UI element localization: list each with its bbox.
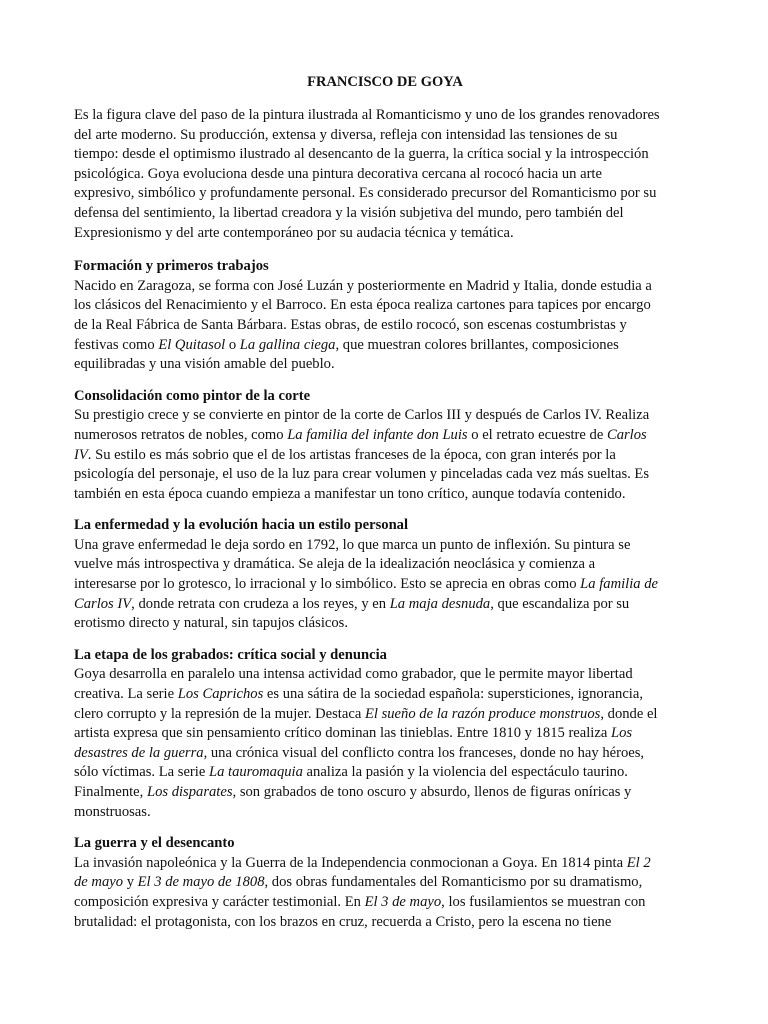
text-line (74, 665, 696, 685)
text-run: Finalmente, (74, 784, 147, 800)
text-run: Una grave enfermedad le deja sordo en 1792, lo que marca un punto de inflexión. Su pintura se (74, 536, 631, 553)
italic-title-text: Carlos IV (74, 595, 132, 612)
text-line (74, 705, 696, 725)
section (74, 834, 696, 932)
text-run: , una crónica visual del conflicto contra los franceses, donde no hay héroes, (203, 744, 645, 761)
text-line (74, 336, 696, 356)
section-heading: La guerra y el desencanto (74, 835, 235, 852)
section-heading: Consolidación como pintor de la corte (74, 387, 311, 404)
text-run: , que escandaliza por su (490, 595, 630, 612)
text-line (74, 316, 696, 336)
italic-title-text: El 3 de mayo (364, 893, 442, 910)
text-line (74, 165, 696, 185)
text-run: , dos obras fundamentales del Romanticismo por su dramatismo, (264, 874, 643, 891)
italic-title-text: La familia de (580, 576, 659, 593)
text-line (74, 893, 696, 913)
text-line (74, 145, 696, 165)
italic-title-text: IV (74, 446, 88, 463)
italic-title-text: Los (610, 725, 633, 742)
text-run: artista expresa que sin pensamiento crítico dominan las tinieblas. Entre 1810 y 1815 realiza (74, 725, 611, 742)
text-run: . Su estilo es más sobrio que el de los artistas franceses de la época, con gran interés por la (87, 446, 616, 463)
text-line (74, 277, 696, 297)
sections-container (74, 257, 696, 932)
text-run: Es la figura clave del paso de la pintura ilustrada al Romanticismo y uno de los grandes renovadores (74, 107, 660, 123)
text-line (74, 184, 696, 204)
text-line (74, 296, 696, 316)
text-line (74, 595, 696, 615)
text-run: , los fusilamientos se muestran con (441, 893, 646, 910)
text-line (74, 763, 696, 783)
text-line (74, 575, 696, 595)
italic-title-text: La familia del infante don Luis (287, 426, 468, 443)
text-run: o el retrato ecuestre de (467, 426, 607, 443)
text-line (74, 744, 696, 764)
section-heading: La etapa de los grabados: crítica social y denuncia (74, 646, 387, 663)
text-run: los clásicos del Renacimiento y el Barroco. En esta época realiza cartones para tapices por encargo (74, 297, 651, 314)
section-heading: Formación y primeros trabajos (74, 258, 269, 275)
intro-paragraph (74, 106, 696, 243)
section (74, 646, 696, 822)
text-line (74, 783, 696, 803)
text-run: monstruosas. (74, 803, 151, 820)
text-line (74, 913, 696, 933)
italic-title-text: La tauromaquia (208, 764, 303, 781)
text-run: es una sátira de la sociedad española: supersticiones, ignorancia, (263, 686, 643, 703)
text-line (74, 724, 696, 744)
text-line (74, 224, 696, 244)
text-line (74, 536, 696, 556)
text-line (74, 426, 696, 446)
text-line (74, 446, 696, 466)
text-run: , donde el (600, 705, 658, 722)
text-run: composición expresiva y carácter testimonial. En (74, 893, 365, 910)
text-run: psicología del personaje, el uso de la luz para crear volumen y pinceladas cada vez más sueltas. Es (74, 466, 650, 483)
italic-title-text: Los disparates (146, 784, 233, 800)
text-line (74, 106, 696, 126)
italic-title-text: El sueño de la razón produce monstruos (364, 705, 601, 722)
text-run: analiza la pasión y la violencia del espectáculo taurino. (302, 764, 628, 781)
text-run: vuelve más introspectiva y dramática. Se aleja de la idealización neoclásica y comienza a (74, 556, 596, 573)
text-run: del arte moderno. Su producción, extensa y diversa, refleja con intensidad las tensiones de su (74, 126, 618, 143)
text-line (74, 485, 696, 505)
section (74, 387, 696, 505)
text-run: equilibradas y una visión amable del pueblo. (74, 356, 335, 373)
text-run: defensa del sentimiento, la libertad creadora y la visión subjetiva del mundo, pero también del (74, 204, 624, 221)
text-run: psicológica. Goya evoluciona desde una pintura decorativa cercana al rococó hacia un arte (74, 165, 602, 182)
text-run: de la Real Fábrica de Santa Bárbara. Estas obras, de estilo rococó, son escenas costumbristas y (74, 316, 627, 333)
italic-title-text: de mayo (74, 874, 124, 891)
text-run: Goya desarrolla en paralelo una intensa actividad como grabador, que le permite mayor libertad (74, 666, 633, 683)
text-run: expresivo, simbólico y profundamente personal. Es considerado precursor del Romanticismo por su (74, 185, 657, 202)
text-line (74, 204, 696, 224)
section-heading: La enfermedad y la evolución hacia un estilo personal (74, 517, 409, 534)
text-run: , son grabados de tono oscuro y absurdo, llenos de figuras oníricas y (232, 784, 632, 800)
text-run: numerosos retratos de nobles, como (74, 426, 288, 443)
text-run: , que muestran colores brillantes, composiciones (335, 336, 619, 353)
italic-title-text: Carlos (606, 426, 647, 443)
italic-title-text: La maja desnuda (389, 595, 491, 612)
text-line (74, 465, 696, 485)
italic-title-text: La gallina ciega (239, 336, 336, 353)
text-run: brutalidad: el protagonista, con los brazos en cruz, recuerda a Cristo, pero la escena no tiene (74, 913, 612, 930)
text-line (74, 854, 696, 874)
text-run: y (123, 874, 138, 891)
text-run: creativa. La serie (74, 686, 178, 703)
text-run: tiempo: desde el optimismo ilustrado al desencanto de la guerra, la crítica social y la introspección (74, 146, 649, 163)
text-run: sólo víctimas. La serie (74, 764, 209, 781)
text-line (74, 873, 696, 893)
text-run: también en esta época cuando empieza a manifestar un tono crítico, aunque todavía contenido. (74, 485, 626, 502)
section (74, 257, 696, 375)
document-title: FRANCISCO DE GOYA (307, 74, 463, 90)
italic-title-text: El 2 (626, 854, 651, 871)
italic-title-text: El 3 de mayo de 1808 (137, 874, 265, 891)
text-run: clero corrupto y la represión de la mujer. Destaca (74, 705, 365, 722)
text-line (74, 803, 696, 823)
text-run: Expresionismo y del arte contemporáneo por su audacia técnica y temática. (74, 224, 514, 241)
text-line (74, 126, 696, 146)
text-run: interesarse por lo grotesco, lo irracional y lo simbólico. Esto se aprecia en obras como (74, 576, 581, 593)
text-run: Nacido en Zaragoza, se forma con José Luzán y posteriormente en Madrid y Italia, donde estudia a (74, 277, 652, 294)
text-line (74, 685, 696, 705)
italic-title-text: El Quitasol (158, 336, 226, 353)
text-run: La invasión napoleónica y la Guerra de la Independencia conmocionan a Goya. En 1814 pinta (74, 854, 627, 871)
text-run: Su prestigio crece y se convierte en pintor de la corte de Carlos III y después de Carlos IV. Realiza (74, 407, 650, 424)
section (74, 516, 696, 634)
text-line (74, 614, 696, 634)
text-run: , donde retrata con crudeza a los reyes, y en (131, 595, 390, 612)
text-run: festivas como (74, 336, 159, 353)
italic-title-text: Los Caprichos (177, 686, 264, 703)
italic-title-text: desastres de la guerra (74, 744, 204, 761)
text-line (74, 555, 696, 575)
text-run: erotismo directo y natural, sin tapujos clásicos. (74, 615, 348, 632)
text-line (74, 406, 696, 426)
text-run: o (225, 336, 240, 353)
text-line (74, 355, 696, 375)
